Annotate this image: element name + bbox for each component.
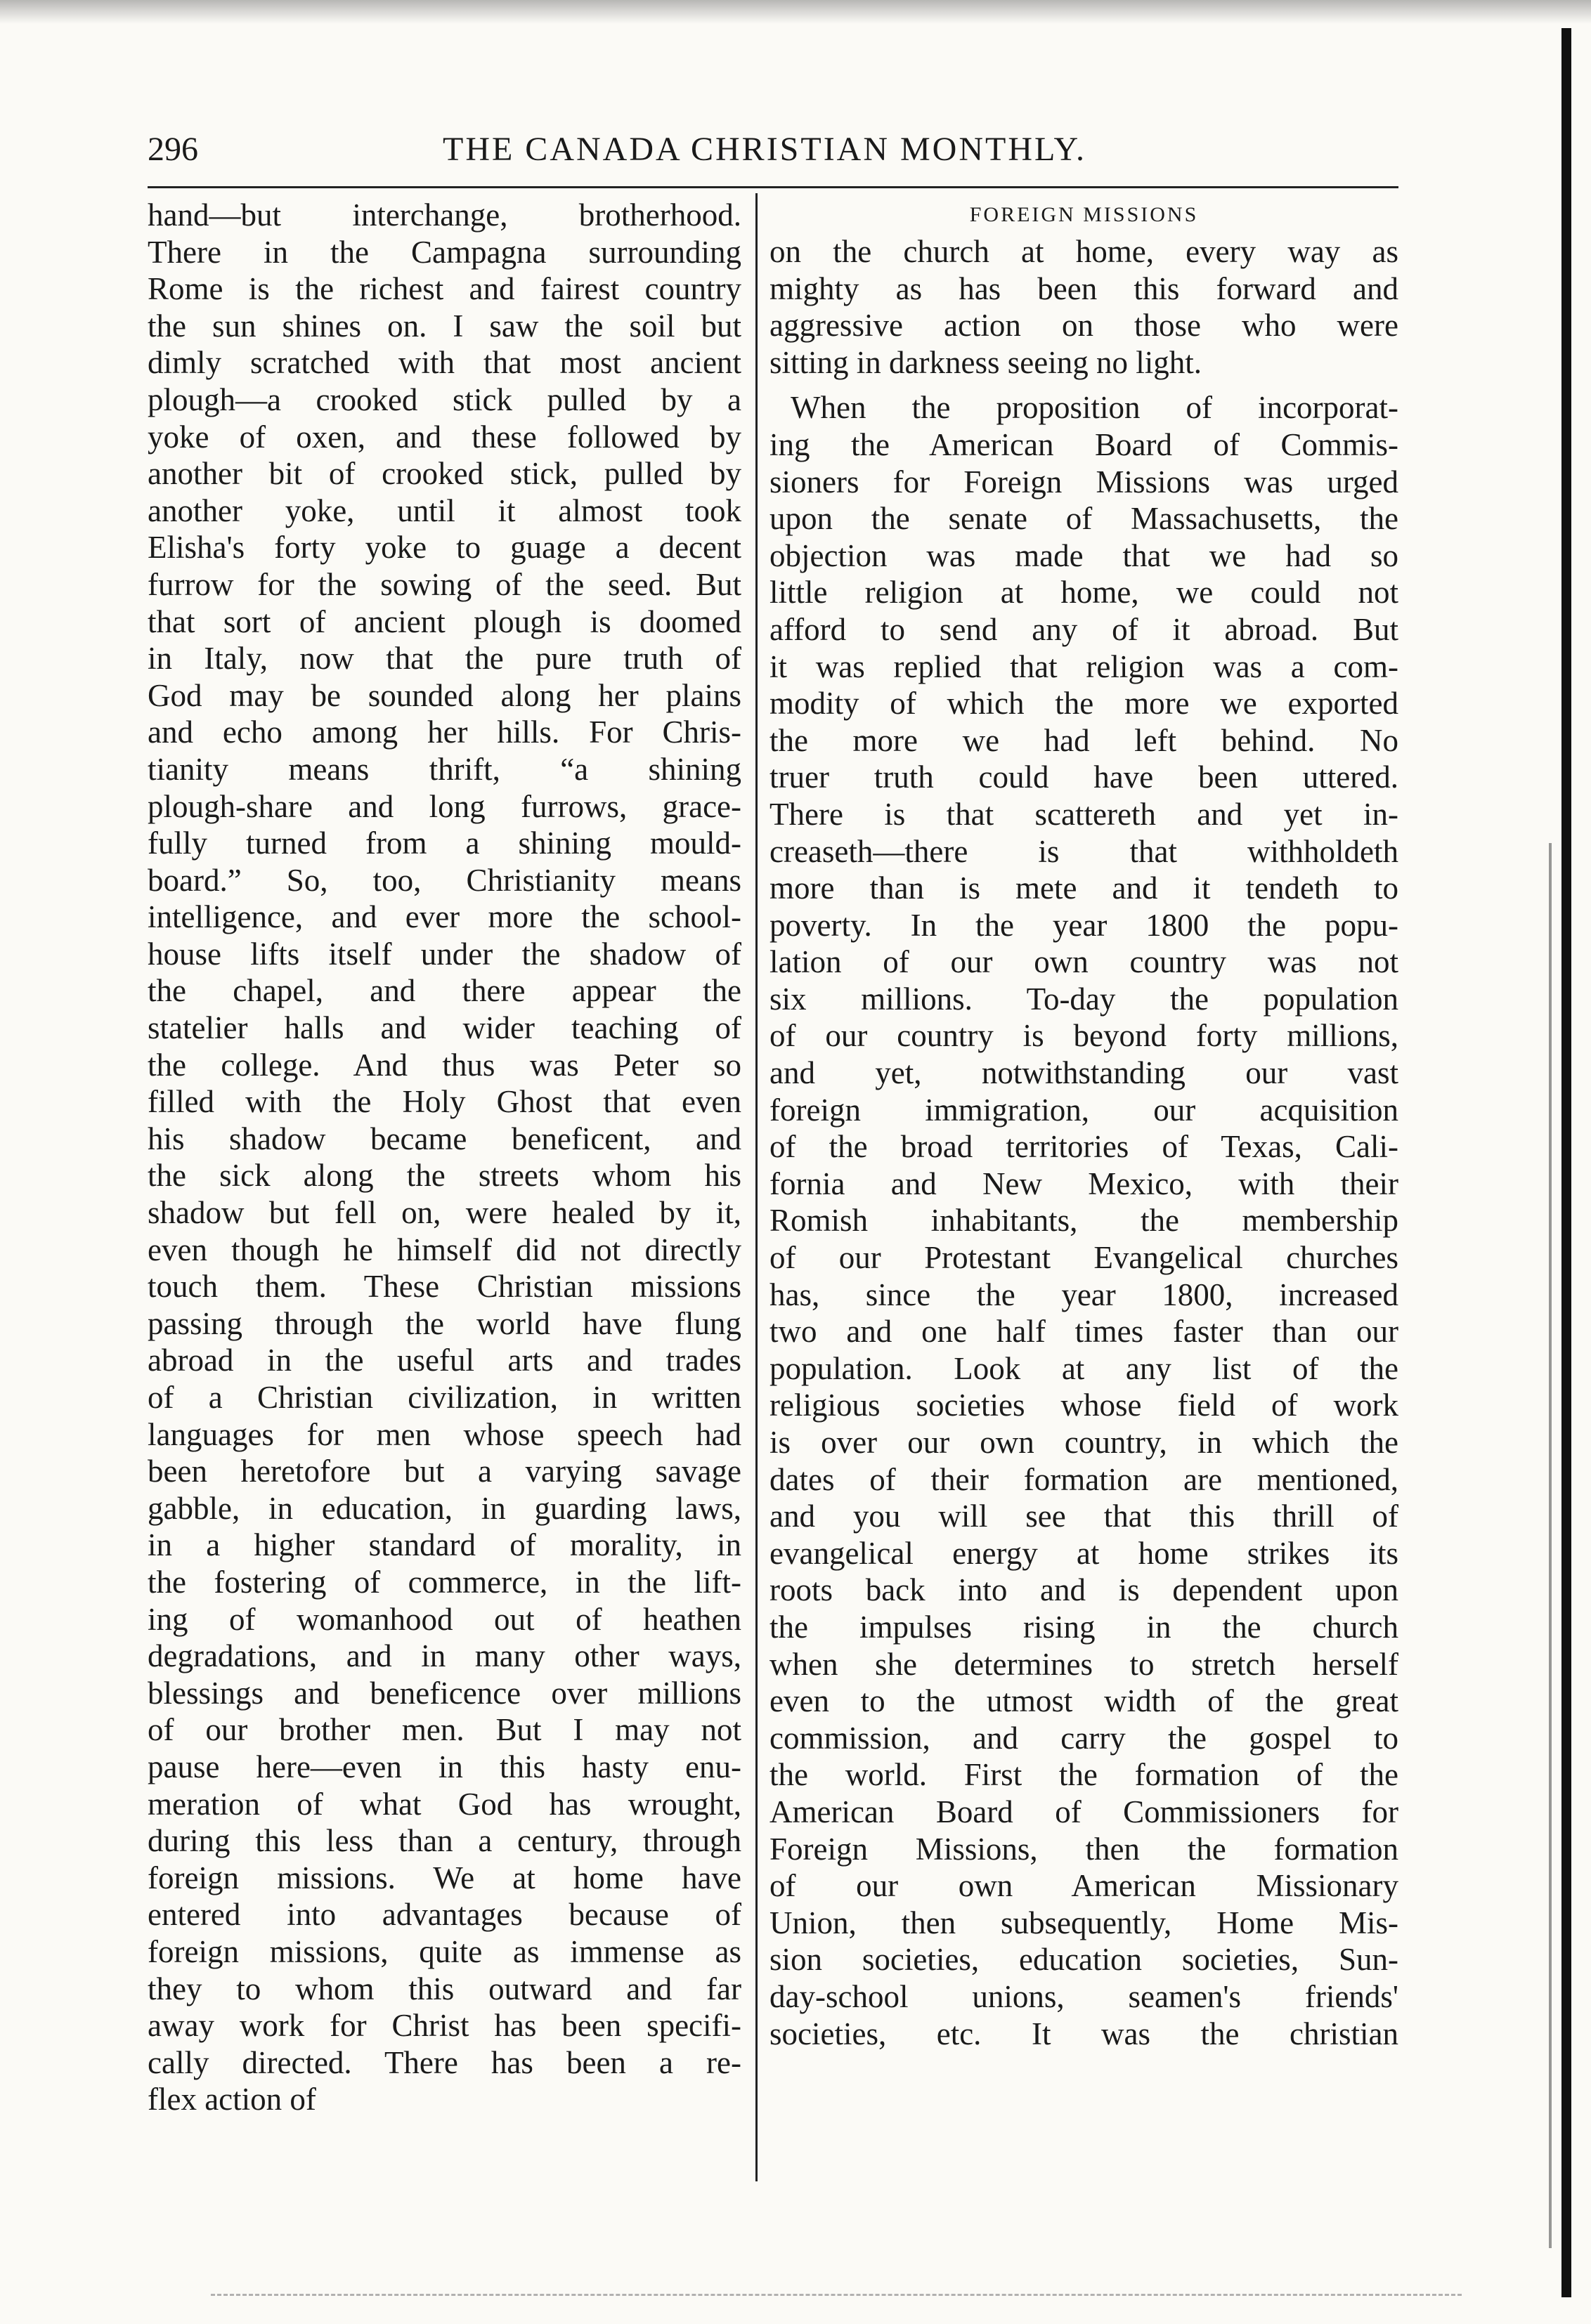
text-line: abroad in the useful arts and trades xyxy=(148,1343,741,1378)
text-line: mighty as has been this forward and xyxy=(769,270,1398,306)
text-line: hand—but interchange, brotherhood. xyxy=(148,197,741,233)
running-head: THE CANADA CHRISTIAN MONTHLY. xyxy=(443,131,1086,168)
text-line: There is that scattereth and yet in- xyxy=(769,796,1398,832)
left-column xyxy=(148,197,741,2118)
text-line: dates of their formation are mentioned, xyxy=(769,1461,1398,1497)
text-line: two and one half times faster than our xyxy=(769,1314,1398,1350)
text-line: shadow but fell on, were healed by it, xyxy=(148,1195,741,1231)
text-line: poverty. In the year 1800 the popu- xyxy=(769,907,1398,943)
text-line: of our own American Missionary xyxy=(769,1868,1398,1904)
text-line: foreign missions, quite as immense as xyxy=(148,1933,741,1969)
text-line: filled with the Holy Ghost that even xyxy=(148,1084,741,1120)
text-line: gabble, in education, in guarding laws, xyxy=(148,1490,741,1526)
text-line: pause here—even in this hasty enu- xyxy=(148,1749,741,1784)
text-line: that sort of ancient plough is doomed xyxy=(148,603,741,639)
text-line: statelier halls and wider teaching of xyxy=(148,1010,741,1046)
column-separator xyxy=(755,193,758,2181)
text-line: societies, etc. It was the christian xyxy=(769,2016,1398,2051)
text-line: of our Protestant Evangelical churches xyxy=(769,1240,1398,1276)
text-line: in a higher standard of morality, in xyxy=(148,1527,741,1563)
text-line: in Italy, now that the pure truth of xyxy=(148,641,741,677)
text-line: degradations, and in many other ways, xyxy=(148,1638,741,1674)
scan-mark-bottom xyxy=(211,2294,1462,2299)
text-line: evangelical energy at home strikes its xyxy=(769,1535,1398,1571)
text-line: religious societies whose field of work xyxy=(769,1388,1398,1423)
text-line: plough-share and long furrows, grace- xyxy=(148,788,741,824)
text-line: tianity means thrift, “a shining xyxy=(148,751,741,787)
text-line: during this less than a century, through xyxy=(148,1823,741,1859)
header-rule xyxy=(148,186,1398,188)
text-line: foreign immigration, our acquisition xyxy=(769,1092,1398,1128)
text-line: blessings and beneficence over millions xyxy=(148,1675,741,1711)
text-line: afford to send any of it abroad. But xyxy=(769,611,1398,647)
text-line: God may be sounded along her plains xyxy=(148,677,741,713)
text-line: the sick along the streets whom his xyxy=(148,1158,741,1194)
text-line: it was replied that religion was a com- xyxy=(769,648,1398,684)
text-line: and echo among her hills. For Chris- xyxy=(148,714,741,750)
text-line: little religion at home, we could not xyxy=(769,575,1398,611)
text-line: Union, then subsequently, Home Mis- xyxy=(769,1905,1398,1940)
text-line: flex action of xyxy=(148,2082,316,2117)
text-line: American Board of Commissioners for xyxy=(769,1794,1398,1829)
text-line: commission, and carry the gospel to xyxy=(769,1720,1398,1756)
text-line: day-school unions, seamen's friends' xyxy=(769,1978,1398,2014)
text-line: of our country is beyond forty millions, xyxy=(769,1018,1398,1054)
text-line: dimly scratched with that most ancient xyxy=(148,345,741,381)
text-line: the chapel, and there appear the xyxy=(148,973,741,1009)
text-line: creaseth—there is that withholdeth xyxy=(769,833,1398,869)
text-line: house lifts itself under the shadow of xyxy=(148,936,741,972)
text-line: and yet, notwithstanding our vast xyxy=(769,1055,1398,1091)
text-line: intelligence, and ever more the school- xyxy=(148,899,741,935)
text-line: ing of womanhood out of heathen xyxy=(148,1601,741,1637)
text-line: upon the senate of Massachusetts, the xyxy=(769,501,1398,537)
text-line: furrow for the sowing of the seed. But xyxy=(148,566,741,602)
text-line: sion societies, education societies, Sun- xyxy=(769,1942,1398,1978)
text-line: of our brother men. But I may not xyxy=(148,1712,741,1748)
text-line: foreign missions. We at home have xyxy=(148,1860,741,1895)
text-line: truer truth could have been uttered. xyxy=(769,759,1398,795)
text-line: passing through the world have flung xyxy=(148,1305,741,1341)
text-line: aggressive action on those who were xyxy=(769,308,1398,344)
text-line: There in the Campagna surrounding xyxy=(148,234,741,270)
text-line: the sun shines on. I saw the soil but xyxy=(148,308,741,344)
text-line: cally directed. There has been a re- xyxy=(148,2044,741,2080)
text-line: board.” So, too, Christianity means xyxy=(148,862,741,898)
text-line: been heretofore but a varying savage xyxy=(148,1454,741,1489)
text-line: objection was made that we had so xyxy=(769,537,1398,573)
text-line: the fostering of commerce, in the lift- xyxy=(148,1564,741,1600)
text-line: even to the utmost width of the great xyxy=(769,1683,1398,1719)
text-line: lation of our own country was not xyxy=(769,944,1398,980)
text-line: plough—a crooked stick pulled by a xyxy=(148,381,741,417)
text-line: another yoke, until it almost took xyxy=(148,492,741,528)
text-line: fornia and New Mexico, with their xyxy=(769,1166,1398,1201)
text-line: population. Look at any list of the xyxy=(769,1350,1398,1386)
text-line: sioners for Foreign Missions was urged xyxy=(769,464,1398,500)
text-line: more than is mete and it tendeth to xyxy=(769,870,1398,906)
page-number: 296 xyxy=(148,131,198,168)
text-line: and you will see that this thrill of xyxy=(769,1499,1398,1534)
text-line: fully turned from a shining mould- xyxy=(148,825,741,861)
text-line: of a Christian civilization, in written xyxy=(148,1380,741,1415)
text-line: Rome is the richest and fairest country xyxy=(148,271,741,307)
text-line: Foreign Missions, then the formation xyxy=(769,1831,1398,1867)
text-line: the world. First the formation of the xyxy=(769,1757,1398,1793)
text-line: meration of what God has wrought, xyxy=(148,1786,741,1822)
text-line: When the proposition of incorporat- xyxy=(791,390,1398,426)
scan-shadow-top xyxy=(0,0,1591,24)
text-line: on the church at home, every way as xyxy=(769,234,1398,269)
text-line: Romish inhabitants, the membership xyxy=(769,1203,1398,1239)
text-line: ing the American Board of Commis- xyxy=(769,426,1398,462)
text-line: of the broad territories of Texas, Cali- xyxy=(769,1129,1398,1165)
text-line: yoke of oxen, and these followed by xyxy=(148,419,741,455)
column-heading: FOREIGN MISSIONS xyxy=(969,203,1199,226)
text-line: even though he himself did not directly xyxy=(148,1232,741,1267)
text-line: his shadow became beneficent, and xyxy=(148,1121,741,1156)
page-edge-binding xyxy=(1561,28,1571,2297)
page-header xyxy=(148,123,1398,186)
text-line: when she determines to stretch herself xyxy=(769,1646,1398,1682)
text-line: sitting in darkness seeing no light. xyxy=(769,344,1202,380)
page-edge-shadow xyxy=(1549,843,1552,2248)
text-line: the more we had left behind. No xyxy=(769,722,1398,758)
text-line: they to whom this outward and far xyxy=(148,1971,741,2006)
text-line: roots back into and is dependent upon xyxy=(769,1572,1398,1608)
text-line: has, since the year 1800, increased xyxy=(769,1277,1398,1312)
text-line: is over our own country, in which the xyxy=(769,1425,1398,1460)
text-line: modity of which the more we exported xyxy=(769,686,1398,722)
text-line: six millions. To-day the population xyxy=(769,981,1398,1017)
text-line: Elisha's forty yoke to guage a decent xyxy=(148,530,741,566)
text-line: away work for Christ has been specifi- xyxy=(148,2008,741,2044)
text-line: entered into advantages because of xyxy=(148,1897,741,1933)
right-column xyxy=(769,197,1398,2052)
text-line: another bit of crooked stick, pulled by xyxy=(148,456,741,492)
text-line: touch them. These Christian missions xyxy=(148,1269,741,1305)
text-line: languages for men whose speech had xyxy=(148,1416,741,1452)
text-line: the college. And thus was Peter so xyxy=(148,1047,741,1083)
text-line: the impulses rising in the church xyxy=(769,1609,1398,1645)
